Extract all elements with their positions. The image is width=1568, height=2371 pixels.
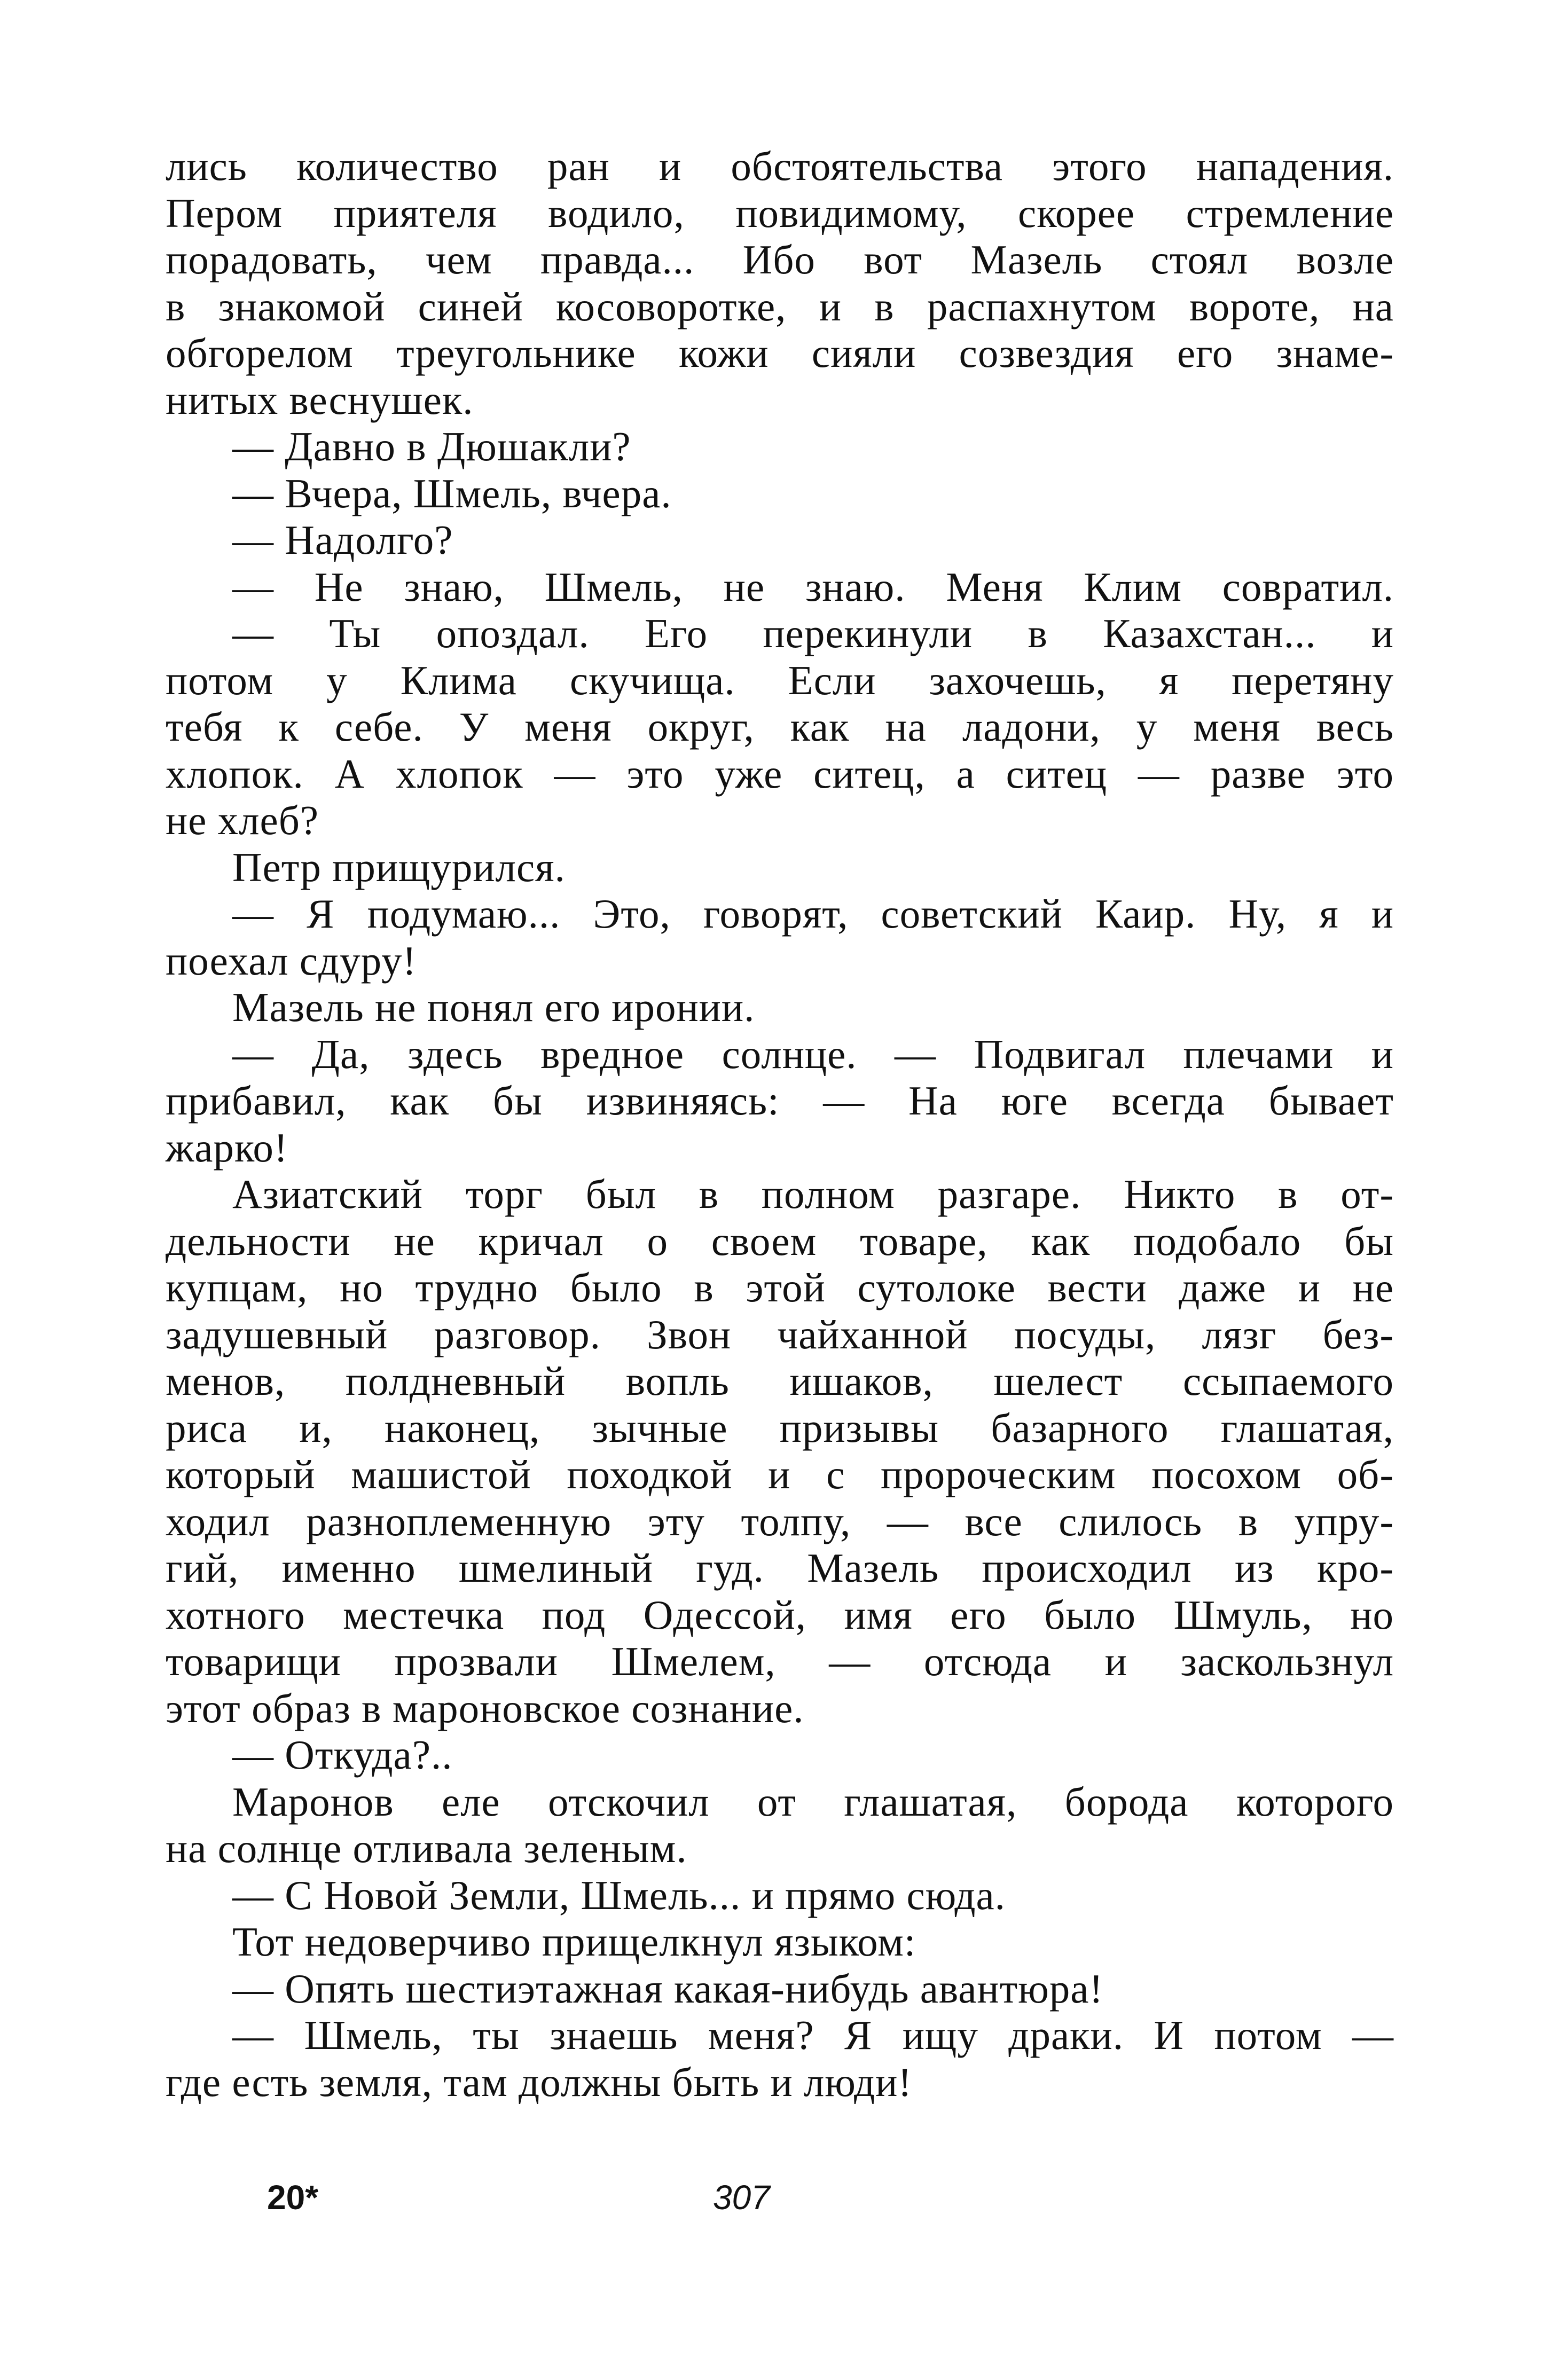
text-line: — Не знаю, Шмель, не знаю. Меня Клим совратил. — [232, 563, 1394, 610]
text-line: гий, именно шмелиный гуд. Мазель происходил из кро- — [166, 1545, 1394, 1591]
text-line: Пером приятеля водило, повидимому, скорее стремление — [166, 190, 1394, 236]
text-line: Мазель не понял его иронии. — [232, 984, 755, 1030]
printer-signature-mark: 20* — [267, 2178, 319, 2217]
text-line: хотного местечка под Одессой, имя его было Шмуль, но — [166, 1591, 1394, 1638]
text-line: порадовать, чем правда... Ибо вот Мазель стоял возле — [166, 237, 1394, 282]
text-line: — С Новой Земли, Шмель... и прямо сюда. — [232, 1872, 1006, 1918]
text-line: риса и, наконец, зычные призывы базарного глашатая, — [166, 1404, 1394, 1451]
text-line: тебя к себе. У меня округ, как на ладони, у меня весь — [166, 704, 1394, 750]
text-line: потом у Клима скучища. Если захочешь, я перетяну — [166, 657, 1394, 703]
body-text — [166, 143, 1394, 2106]
text-line: на солнце отливала зеленым. — [166, 1825, 687, 1871]
text-line: — Ты опоздал. Его перекинули в Казахстан... и — [232, 610, 1394, 656]
text-line: который машистой походкой и с пророческим посохом об- — [166, 1451, 1394, 1497]
page-number: 307 — [713, 2178, 770, 2217]
text-line: — Шмель, ты знаешь меня? Я ищу драки. И потом — — [232, 2012, 1394, 2058]
text-line: — Надолго? — [232, 517, 453, 563]
text-line: ходил разноплеменную эту толпу, — все слилось в упру- — [166, 1498, 1394, 1544]
text-line: обгорелом треугольнике кожи сияли созвездия его знаме- — [166, 330, 1394, 376]
text-line: — Я подумаю... Это, говорят, советский Каир. Ну, я и — [232, 891, 1394, 937]
text-line: товарищи прозвали Шмелем, — отсюда и заскользнул — [166, 1638, 1394, 1684]
text-line: задушевный разговор. Звон чайханной посуды, лязг без- — [166, 1311, 1394, 1357]
text-line: — Давно в Дюшакли? — [232, 423, 631, 469]
text-line: — Откуда?.. — [232, 1732, 453, 1778]
text-line: этот образ в мароновское сознание. — [166, 1685, 804, 1731]
text-line: нитых веснушек. — [166, 376, 474, 423]
text-line: — Вчера, Шмель, вчера. — [232, 470, 672, 516]
text-line: хлопок. А хлопок — это уже ситец, а ситец — разве это — [166, 750, 1394, 797]
text-line: — Да, здесь вредное солнце. — Подвигал плечами и — [232, 1031, 1394, 1077]
text-line: Азиатский торг был в полном разгаре. Никто в от- — [232, 1171, 1394, 1217]
text-line: Петр прищурился. — [232, 844, 566, 890]
text-line: где есть земля, там должны быть и люди! — [166, 2059, 912, 2105]
text-line: дельности не кричал о своем товаре, как подобало бы — [166, 1218, 1394, 1264]
text-line: менов, полдневный вопль ишаков, шелест ссыпаемого — [166, 1358, 1394, 1404]
text-line: поехал сдуру! — [166, 937, 417, 984]
text-line: купцам, но трудно было в этой сутолоке вести даже и не — [166, 1265, 1394, 1310]
text-line: лись количество ран и обстоятельства этого нападения. — [166, 143, 1394, 189]
text-line: — Опять шестиэтажная какая-нибудь авантюра! — [232, 1965, 1104, 2012]
text-line: прибавил, как бы извиняясь: — На юге всегда бывает — [166, 1078, 1394, 1124]
text-line: Тот недоверчиво прищелкнул языком: — [232, 1919, 916, 1965]
text-line: жарко! — [166, 1124, 288, 1171]
text-line: в знакомой синей косоворотке, и в распахнутом вороте, на — [166, 283, 1394, 329]
text-line: Маронов еле отскочил от глашатая, борода которого — [232, 1778, 1394, 1825]
text-line: не хлеб? — [166, 797, 319, 843]
